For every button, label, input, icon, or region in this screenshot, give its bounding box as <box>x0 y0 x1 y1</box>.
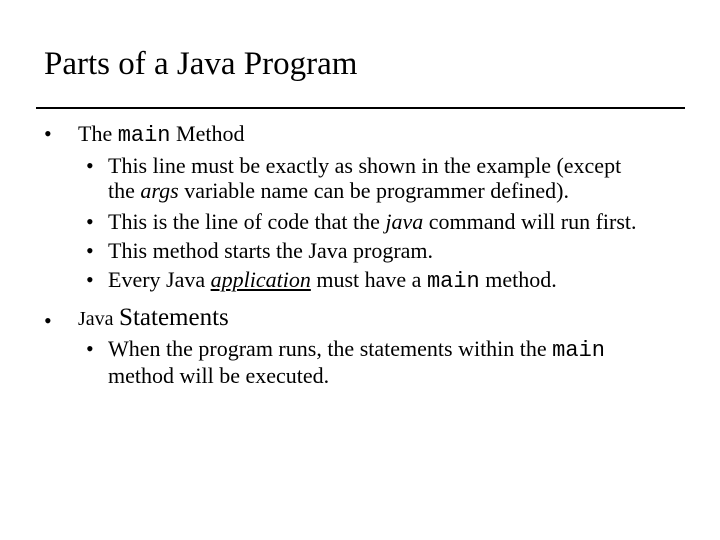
sub-item-2-suffix: command will run first. <box>428 209 637 234</box>
sub-item-4-code: main <box>426 269 480 294</box>
sub-bullet-3: • <box>86 238 94 263</box>
heading-java-prefix: Java <box>78 308 114 330</box>
bullet-java-statements: • <box>44 308 52 333</box>
sub-bullet-4: • <box>86 267 94 292</box>
sub-item-2 <box>108 210 637 234</box>
heading-statements: Statements <box>119 304 229 331</box>
heading-code-main: main <box>117 123 171 148</box>
sub-bullet-1: • <box>86 153 94 178</box>
sub-item-1-line2-emph: args <box>140 178 179 203</box>
sub-item-4-middle: must have a <box>316 267 422 292</box>
heading-prefix: The <box>78 121 113 146</box>
sub-item-1-line1: This line must be exactly as shown in the example (except <box>108 153 622 178</box>
sub-item-1-line2-suffix: variable name can be programmer defined). <box>184 178 570 203</box>
sub-item-5-line1-prefix: When the program runs, the statements within the <box>108 336 547 361</box>
sub-item-2-emph: java <box>385 209 424 234</box>
section-heading-main-method <box>78 122 244 148</box>
section-heading-java-statements <box>78 306 229 331</box>
heading-suffix: Method <box>176 121 245 146</box>
sub-bullet-2: • <box>86 209 94 234</box>
sub-item-1-line2 <box>108 179 569 203</box>
slide-title: Parts of a Java Program <box>44 46 358 82</box>
sub-item-4-suffix: method. <box>485 267 557 292</box>
sub-item-3: This method starts the Java program. <box>108 238 434 263</box>
sub-item-4-prefix: Every Java <box>108 267 206 292</box>
sub-item-5-line2: method will be executed. <box>108 363 330 388</box>
sub-item-1-line2-prefix: the <box>108 178 135 203</box>
sub-item-5-code: main <box>552 338 605 363</box>
bullet-main-method: • <box>44 121 52 146</box>
title-divider <box>36 107 685 109</box>
sub-item-4 <box>108 268 557 294</box>
sub-bullet-5: • <box>86 336 94 361</box>
sub-item-2-prefix: This is the line of code that the <box>108 209 380 234</box>
sub-item-4-emph: application <box>210 267 311 292</box>
sub-item-5-line1 <box>108 337 605 363</box>
